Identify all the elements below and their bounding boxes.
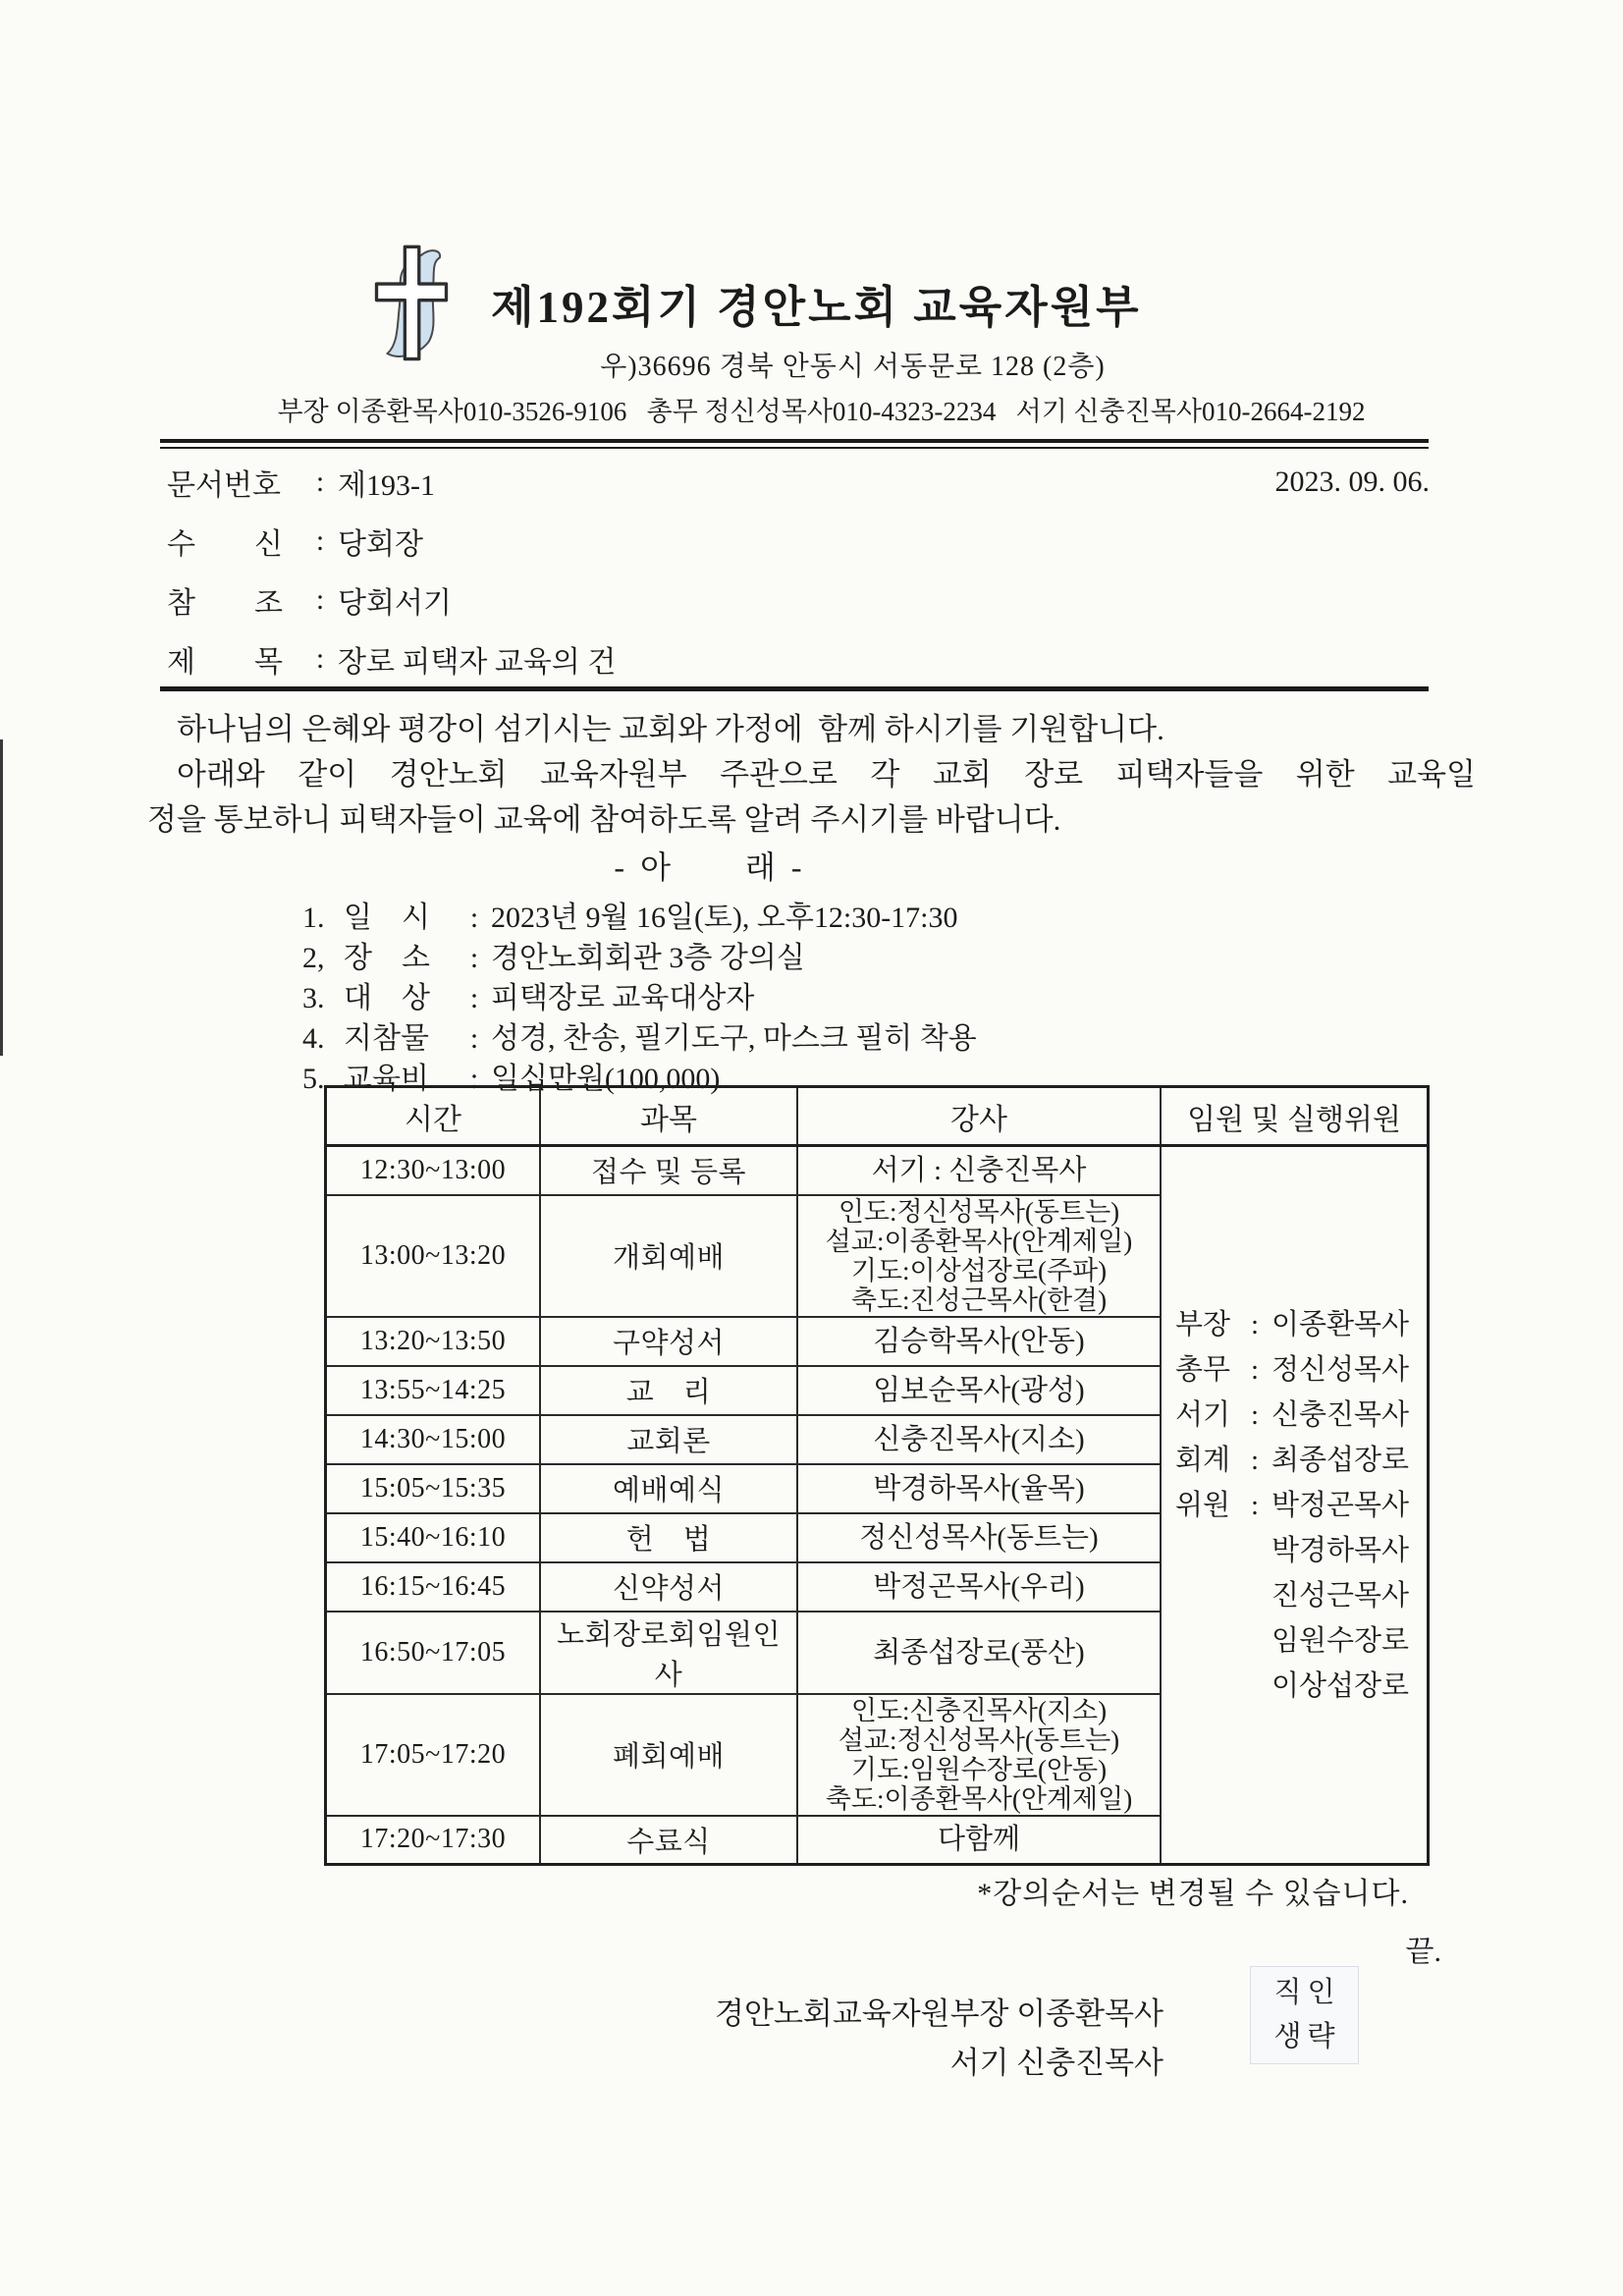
time-cell: 17:05~17:20 — [326, 1694, 541, 1816]
lecturer-line: 박정곤목사(우리) — [873, 1570, 1085, 1603]
time-cell: 13:55~14:25 — [326, 1366, 541, 1415]
subject-cell: 교 리 — [540, 1366, 797, 1415]
committee-line: 회계 : 최종섭장로 — [1175, 1444, 1410, 1476]
doc-info-rows — [167, 453, 1430, 688]
lecturer-cell — [797, 1562, 1161, 1612]
lecturer-line: 기도:임원수장로(안동) — [850, 1754, 1108, 1784]
lecturer-cell — [797, 1415, 1161, 1464]
detail-label: 일 시 — [344, 902, 430, 934]
detail-value: 성경, 찬송, 필기도구, 마스크 필히 착용 — [491, 1022, 977, 1055]
signature-block — [715, 1990, 1163, 2088]
lecturer-cell — [797, 1317, 1161, 1366]
col-header-committee: 임원 및 실행위원 — [1161, 1087, 1429, 1146]
doc-info-colon: : — [315, 465, 325, 498]
lecturer-line: 기도:이상섭장로(주파) — [850, 1255, 1108, 1285]
detail-colon: : — [469, 942, 479, 974]
subject-cell: 폐회예배 — [540, 1694, 797, 1816]
greeting-paragraph: 하나님의 은혜와 평강이 섬기시는 교회와 가정에 함께 하시기를 기원합니다. — [177, 712, 1164, 746]
scan-edge-artifact — [0, 739, 3, 1056]
col-header-time: 시간 — [326, 1087, 541, 1146]
lecturer-line: 박경하목사(율목) — [873, 1472, 1085, 1504]
doc-info-value: 제193-1 — [338, 469, 435, 502]
subject-cell: 신약성서 — [540, 1562, 797, 1612]
detail-label: 지참물 — [344, 1022, 429, 1055]
stamp-line-2: 생략 — [1273, 2021, 1341, 2052]
time-cell: 17:20~17:30 — [326, 1816, 541, 1865]
committee-line: 진성근목사 — [1271, 1579, 1410, 1612]
lecturer-cell — [797, 1146, 1161, 1195]
subject-cell: 교회론 — [540, 1415, 797, 1464]
lecturer-line: 인도:정신성목사(동트는) — [838, 1196, 1120, 1227]
lecturer-cell — [797, 1464, 1161, 1513]
committee-line: 이상섭장로 — [1271, 1669, 1410, 1702]
detail-value: 피택장로 교육대상자 — [491, 982, 755, 1014]
committee-line: 부장 : 이종환목사 — [1175, 1308, 1410, 1340]
lecturer-line: 임보순목사(광성) — [873, 1374, 1085, 1406]
detail-number: 3. — [302, 982, 325, 1014]
lecturer-line: 서기 : 신충진목사 — [871, 1154, 1087, 1186]
schedule-header-row — [326, 1087, 1429, 1146]
subject-cell: 헌 법 — [540, 1513, 797, 1562]
committee-line: 위원 : 박정곤목사 — [1175, 1489, 1410, 1521]
lecturer-cell — [797, 1366, 1161, 1415]
committee-line: 임원수장로 — [1271, 1624, 1410, 1657]
lecturer-line: 김승학목사(안동) — [873, 1325, 1085, 1357]
schedule-row — [326, 1146, 1429, 1195]
detail-label: 교육비 — [344, 1063, 429, 1095]
subject-cell: 예배예식 — [540, 1464, 797, 1513]
doc-info-label: 문서번호 — [167, 469, 281, 502]
detail-colon: : — [469, 1022, 479, 1055]
office-address: 우)36696 경북 안동시 서동문로 128 (2층) — [600, 352, 1106, 382]
subject-cell: 구약성서 — [540, 1317, 797, 1366]
detail-label: 대 상 — [344, 982, 430, 1014]
lecturer-line: 다함께 — [937, 1824, 1021, 1856]
detail-item — [302, 898, 1117, 938]
time-cell: 13:20~13:50 — [326, 1317, 541, 1366]
lecturer-line: 설교:이종환목사(안계제일) — [825, 1226, 1133, 1256]
subject-cell: 접수 및 등록 — [540, 1146, 797, 1195]
time-cell: 12:30~13:00 — [326, 1146, 541, 1195]
lecturer-cell — [797, 1513, 1161, 1562]
lecturer-cell — [797, 1195, 1161, 1317]
lecturer-line: 설교:정신성목사(동트는) — [838, 1724, 1120, 1755]
detail-value: 경안노회회관 3층 강의실 — [491, 942, 805, 974]
notice-paragraph-line1: 아래와 같이 경안노회 교육자원부 주관으로 각 교회 장로 피택자들을 위한 교육일 — [177, 757, 1476, 792]
detail-label: 장 소 — [344, 942, 430, 974]
committee-line: 박경하목사 — [1271, 1534, 1410, 1566]
seal-omitted-stamp — [1250, 1966, 1359, 2064]
subject-cell: 수료식 — [540, 1816, 797, 1865]
col-header-lecturer: 강사 — [797, 1087, 1161, 1146]
detail-colon: : — [469, 902, 479, 934]
change-notice: *강의순서는 변경될 수 있습니다. — [977, 1878, 1409, 1910]
schedule-table — [324, 1085, 1430, 1866]
detail-number: 5. — [302, 1063, 325, 1095]
lecturer-line: 인도:신충진목사(지소) — [850, 1695, 1108, 1725]
officer-contacts: 부장 이종환목사010-3526-9106 총무 정신성목사010-4323-2234 서기 신충진목사010-2664-2192 — [277, 397, 1366, 426]
doc-info-row — [167, 629, 1430, 688]
detail-number: 1. — [302, 902, 325, 934]
signature-line-secretary: 서기 신충진목사 — [949, 2046, 1163, 2080]
body-text — [147, 707, 1476, 843]
time-cell: 13:00~13:20 — [326, 1195, 541, 1317]
detail-item — [302, 978, 1117, 1018]
document-title: 제192회기 경안노회 교육자원부 — [491, 283, 1142, 332]
stamp-line-1: 직인 — [1273, 1977, 1341, 2008]
time-cell: 16:50~17:05 — [326, 1612, 541, 1694]
doc-info-label: 수 신 — [167, 528, 283, 561]
detail-item — [302, 938, 1117, 978]
details-section — [302, 843, 1117, 1099]
schedule-table-body — [326, 1146, 1429, 1865]
doc-info-colon: : — [315, 524, 325, 557]
doc-info-row — [167, 453, 1430, 512]
time-cell: 16:15~16:45 — [326, 1562, 541, 1612]
details-list — [302, 898, 1117, 1099]
lecturer-line: 축도:진성근목사(한결) — [850, 1285, 1108, 1315]
detail-colon: : — [469, 982, 479, 1014]
divider-thick — [160, 686, 1429, 691]
doc-info-row — [167, 512, 1430, 571]
lecturer-line: 축도:이종환목사(안계제일) — [825, 1783, 1133, 1814]
doc-info-value: 당회장 — [338, 528, 423, 561]
subject-cell: 개회예배 — [540, 1195, 797, 1317]
committee-cell — [1161, 1146, 1429, 1865]
time-cell: 15:40~16:10 — [326, 1513, 541, 1562]
detail-number: 2, — [302, 942, 325, 974]
below-heading: - 아 래 - — [614, 849, 806, 885]
subject-cell: 노회장로회임원인사 — [540, 1612, 797, 1694]
doc-date: 2023. 09. 06. — [1274, 465, 1430, 498]
detail-value: 일십만원(100,000) — [491, 1063, 721, 1095]
doc-info-colon: : — [315, 642, 325, 675]
doc-info-value: 장로 피택자 교육의 건 — [338, 646, 617, 679]
doc-info-row — [167, 571, 1430, 629]
doc-info-colon: : — [315, 583, 325, 616]
time-cell: 14:30~15:00 — [326, 1415, 541, 1464]
committee-line: 서기 : 신충진목사 — [1175, 1398, 1410, 1431]
lecturer-line: 최종섭장로(풍산) — [873, 1636, 1085, 1668]
lecturer-line: 신충진목사(지소) — [873, 1423, 1085, 1455]
lecturer-cell — [797, 1816, 1161, 1865]
col-header-subject: 과목 — [540, 1087, 797, 1146]
lecturer-cell — [797, 1612, 1161, 1694]
detail-item — [302, 1018, 1117, 1059]
detail-colon: : — [469, 1063, 479, 1095]
signature-line-director: 경안노회교육자원부장 이종환목사 — [715, 1996, 1163, 2031]
divider-double — [160, 439, 1429, 449]
detail-value: 2023년 9월 16일(토), 오후12:30-17:30 — [491, 902, 958, 934]
committee-line: 총무 : 정신성목사 — [1175, 1353, 1410, 1386]
doc-info-value: 당회서기 — [338, 587, 452, 620]
doc-info-label: 참 조 — [167, 587, 283, 620]
lecturer-cell — [797, 1694, 1161, 1816]
doc-info-label: 제 목 — [167, 646, 283, 679]
notice-paragraph-line2: 정을 통보하니 피택자들이 교육에 참여하도록 알려 주시기를 바랍니다. — [147, 802, 1061, 837]
lecturer-line: 정신성목사(동트는) — [859, 1521, 1099, 1554]
end-mark: 끝. — [1405, 1936, 1441, 1968]
time-cell: 15:05~15:35 — [326, 1464, 541, 1513]
detail-number: 4. — [302, 1022, 325, 1055]
